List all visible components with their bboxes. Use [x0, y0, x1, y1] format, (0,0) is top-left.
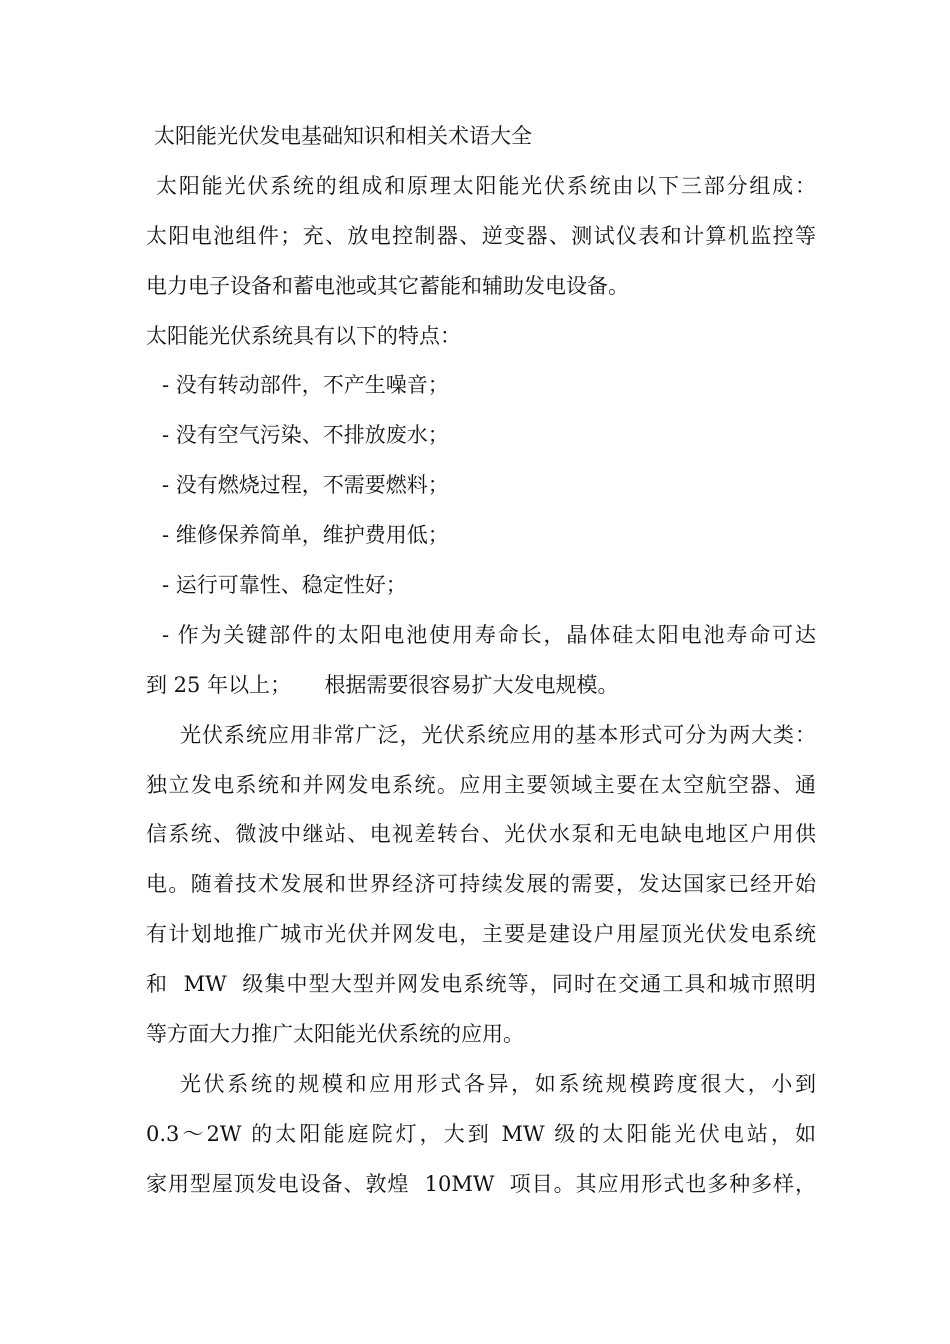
intro-line-3: 电力电子设备和蓄电池或其它蓄能和辅助发电设备。 — [146, 273, 629, 298]
paragraph1-line-1: 光伏系统应用非常广泛，光伏系统应用的基本形式可分为两大类： — [180, 722, 816, 747]
paragraph1-line-3: 信系统、微波中继站、电视差转台、光伏水泵和无电缺电地区户用供 — [146, 822, 816, 847]
feature-item-6: - 作为关键部件的太阳电池使用寿命长，晶体硅太阳电池寿命可达 — [162, 622, 816, 647]
feature-item-6-continued: 到 25 年以上； 根据需要很容易扩大发电规模。 — [146, 672, 619, 697]
feature-item-2: - 没有空气污染、不排放废水； — [162, 423, 449, 448]
paragraph1-line-4: 电。随着技术发展和世界经济可持续发展的需要，发达国家已经开始 — [146, 872, 816, 897]
document-title: 太阳能光伏发电基础知识和相关术语大全 — [154, 124, 532, 148]
paragraph1-line-6: 和 MW 级集中型大型并网发电系统等，同时在交通工具和城市照明 — [146, 972, 816, 997]
paragraph2-line-2: 0.3～2W 的太阳能庭院灯，大到 MW 级的太阳能光伏电站，如 — [146, 1121, 816, 1146]
document-page — [146, 112, 816, 1210]
feature-item-1: - 没有转动部件，不产生噪音； — [162, 373, 449, 398]
paragraph1-line-7: 等方面大力推广太阳能光伏系统的应用。 — [146, 1022, 524, 1047]
paragraph2-line-1: 光伏系统的规模和应用形式各异，如系统规模跨度很大，小到 — [180, 1071, 816, 1096]
paragraph1-line-2: 独立发电系统和并网发电系统。应用主要领域主要在太空航空器、通 — [146, 772, 816, 797]
intro-line-1: 太阳能光伏系统的组成和原理太阳能光伏系统由以下三部分组成： — [156, 173, 816, 198]
paragraph2-line-3: 家用型屋顶发电设备、敦煌 10MW 项目。其应用形式也多种多样， — [146, 1171, 816, 1196]
paragraph1-line-5: 有计划地推广城市光伏并网发电，主要是建设户用屋顶光伏发电系统 — [146, 922, 816, 947]
feature-item-4: - 维修保养简单，维护费用低； — [162, 523, 449, 548]
intro-line-2: 太阳电池组件；充、放电控制器、逆变器、测试仪表和计算机监控等 — [146, 223, 816, 248]
feature-item-5: - 运行可靠性、稳定性好； — [162, 573, 407, 598]
feature-item-3: - 没有燃烧过程，不需要燃料； — [162, 473, 449, 498]
features-heading: 太阳能光伏系统具有以下的特点： — [146, 323, 461, 348]
